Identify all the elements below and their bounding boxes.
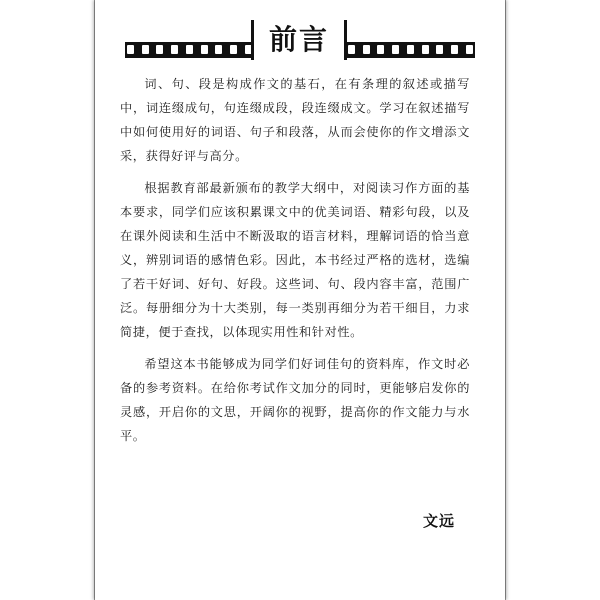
film-hole <box>422 45 429 54</box>
film-hole <box>230 45 237 54</box>
film-hole <box>201 45 208 54</box>
film-hole <box>215 45 222 54</box>
paragraph-2: 根据教育部最新颁布的教学大纲中，对阅读习作方面的基本要求，同学们应该积累课文中的优美词语、精彩句段，以及在课外阅读和生活中不断汲取的语言材料，理解词语的恰当意义，辨别词语的感情色彩。因此，本书经过严格的选材，选编了若干好词、好句、好段。这些词、句、段内容丰富，范围广泛。每册细分为十大类别，每一类别再细分为若干细目，力求简捷，便于查找，以体现实用性和针对性。 <box>120 181 470 339</box>
paragraph-3: 希望这本书能够成为同学们好词佳句的资料库，作文时必备的参考资料。在给你考试作文加分的同时，更能够启发你的灵感，开启你的文思，开阔你的视野，提高你的作文能力与水平。 <box>120 357 470 443</box>
film-hole <box>171 45 178 54</box>
film-hole <box>348 45 355 54</box>
film-hole <box>407 45 414 54</box>
title-banner <box>125 20 475 60</box>
film-hole <box>363 45 370 54</box>
author-signature: 文远 <box>423 512 456 530</box>
film-hole <box>392 45 399 54</box>
preface-body <box>120 72 470 456</box>
film-hole <box>436 45 443 54</box>
film-hole <box>186 45 193 54</box>
title-box <box>251 20 347 60</box>
film-hole <box>451 45 458 54</box>
paragraph-1: 词、句、段是构成作文的基石，在有条理的叙述或描写中，词连缀成句，句连缀成段，段连缀成文。学习在叙述描写中如何使用好的词语、句子和段落，从而会使你的作文增添文采，获得好评与高分。 <box>120 77 470 163</box>
film-hole <box>142 45 149 54</box>
film-hole <box>466 45 473 54</box>
film-hole <box>377 45 384 54</box>
film-hole <box>156 45 163 54</box>
page-title: 前言 <box>268 23 329 56</box>
film-hole <box>127 45 134 54</box>
